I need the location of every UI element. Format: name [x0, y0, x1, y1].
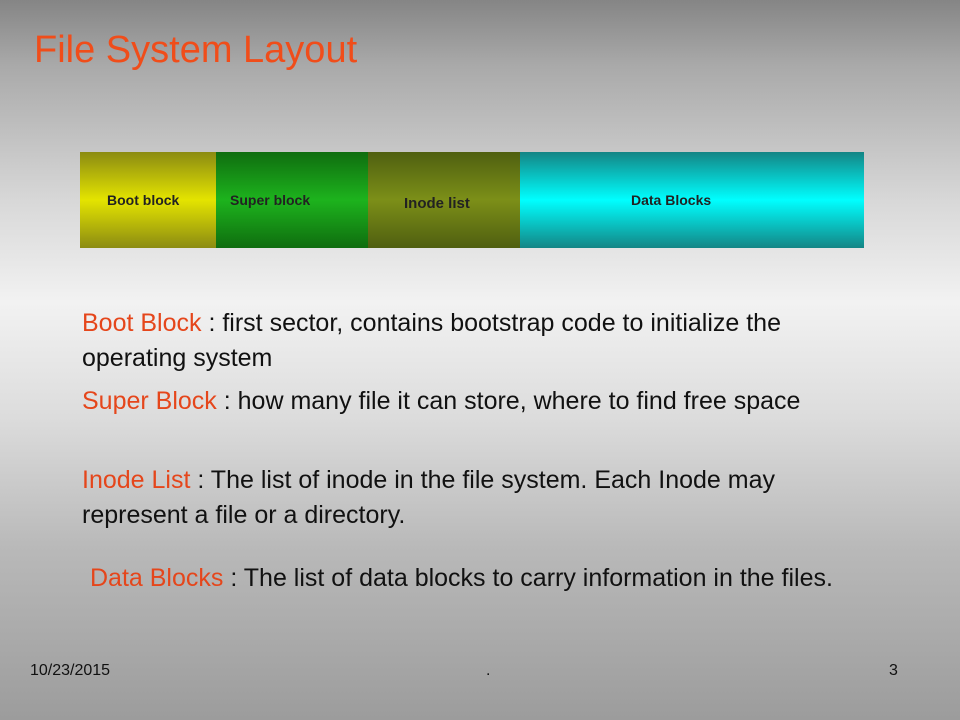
boot-block-description: [82, 306, 842, 376]
data-blocks-description: [90, 561, 910, 596]
inode-list-text: : The list of inode in the file system. Each Inode may represent a file or a directory.: [82, 466, 775, 529]
boot-block-term: Boot Block: [82, 309, 202, 337]
inode-list-segment: [368, 152, 520, 248]
data-blocks-term: Data Blocks: [90, 564, 224, 592]
super-block-term: Super Block: [82, 387, 217, 415]
slide-title: File System Layout: [34, 29, 358, 71]
super-block-segment: [216, 152, 368, 248]
data-blocks-text: : The list of data blocks to carry information in the files.: [223, 564, 833, 592]
boot-block-segment: [80, 152, 216, 248]
inode-list-term: Inode List: [82, 466, 191, 494]
super-block-description: [82, 384, 872, 419]
super-block-label: Super block: [230, 192, 311, 208]
data-blocks-segment: [520, 152, 864, 248]
boot-block-label: Boot block: [107, 192, 180, 208]
super-block-text: : how many file it can store, where to find free space: [216, 387, 801, 415]
boot-block-text: : first sector, contains bootstrap code to initialize the operating system: [82, 309, 781, 372]
inode-list-description: [82, 463, 842, 533]
footer-center-text: .: [486, 662, 491, 679]
data-blocks-label: Data Blocks: [631, 192, 712, 208]
slide-number: 3: [889, 662, 898, 679]
footer-date: 10/23/2015: [30, 662, 111, 679]
file-system-layout-bar: [80, 152, 864, 248]
inode-list-label: Inode list: [404, 195, 470, 212]
